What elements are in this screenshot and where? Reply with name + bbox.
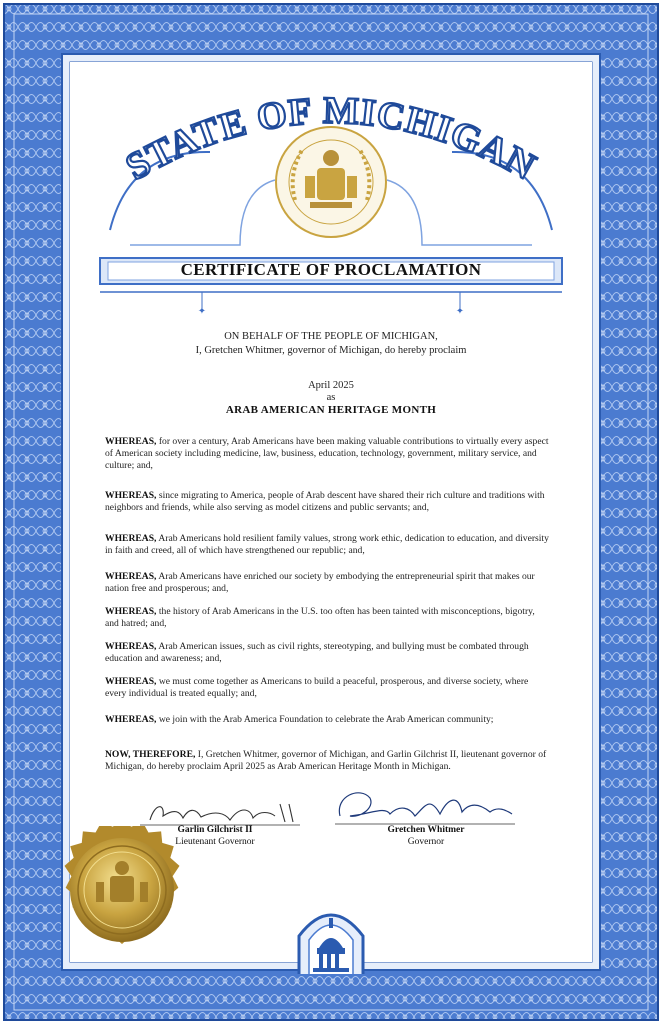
- clause-9: [105, 749, 550, 773]
- governor-signature: [330, 786, 520, 828]
- clause-lead: WHEREAS,: [105, 641, 157, 652]
- clause-5: [105, 606, 550, 630]
- state-title-arc: [110, 78, 552, 188]
- svg-text:✦: ✦: [455, 306, 465, 317]
- clause-text: we must come together as Americans to build a peaceful, prosperous, and diverse society, where every individual is treated equally; and,: [105, 676, 529, 700]
- proclamation-title: ARAB AMERICAN HERITAGE MONTH: [225, 404, 437, 416]
- clause-7: [105, 676, 550, 700]
- intro-line-1: ON BEHALF OF THE PEOPLE OF MICHIGAN,: [224, 331, 438, 342]
- clause-text: for over a century, Arab Americans have been making valuable contributions to virtually every aspect of American society including medicine, law, business, education, technology, government, military service, and culture; and,: [105, 436, 549, 472]
- clause-text: Arab American issues, such as civil rights, stereotyping, and bullying must be combated through education and awareness; and,: [105, 641, 529, 665]
- clause-4: [105, 571, 550, 595]
- clause-text: the history of Arab Americans in the U.S. too often has been tainted with misconceptions, bigotry, and hatred; and,: [105, 606, 535, 630]
- clause-lead: WHEREAS,: [105, 714, 157, 725]
- clause-text: I, Gretchen Whitmer, governor of Michigan, and Garlin Gilchrist II, lieutenant governor of Michigan, do hereby proclaim April 2025 as Arab American Heritage Month in Michigan.: [105, 749, 547, 773]
- state-title: STATE OF MICHIGAN: [118, 89, 543, 188]
- clause-lead: WHEREAS,: [105, 676, 157, 687]
- clause-lead: WHEREAS,: [105, 533, 157, 544]
- clause-lead: NOW, THEREFORE,: [105, 749, 196, 760]
- intro-line-2: I, Gretchen Whitmer, governor of Michigan, do hereby proclaim: [195, 345, 467, 356]
- capitol-dome-icon: [291, 904, 371, 974]
- clause-lead: WHEREAS,: [105, 436, 157, 447]
- clause-2: [105, 490, 550, 514]
- clause-3: [105, 533, 550, 557]
- gold-foil-seal-icon: [58, 826, 186, 954]
- clause-text: Arab Americans hold resilient family values, strong work ethic, dedication to education, and diversity in faith and creed, all of which have strengthened our republic; and,: [105, 533, 549, 557]
- intro-block: [100, 330, 562, 358]
- certificate-title: CERTIFICATE OF PROCLAMATION: [180, 260, 482, 279]
- svg-text:STATE OF MICHIGAN: [119, 90, 543, 188]
- governor-block: [346, 824, 506, 848]
- proclamation-as: as: [326, 392, 336, 403]
- clause-text: since migrating to America, people of Arab descent have shared their rich culture and traditions with neighbors and friends, while also serving as model citizens and public servants; and,: [105, 490, 545, 514]
- clause-6: [105, 641, 550, 665]
- clause-lead: WHEREAS,: [105, 606, 157, 617]
- clause-8: [105, 714, 550, 726]
- clause-lead: WHEREAS,: [105, 571, 157, 582]
- clause-text: we join with the Arab America Foundation to celebrate the Arab American community;: [156, 714, 494, 725]
- governor-name: Gretchen Whitmer: [387, 825, 465, 835]
- proclamation-date: April 2025: [308, 380, 354, 391]
- governor-title: Governor: [407, 837, 445, 847]
- clause-1: [105, 436, 550, 473]
- lt-governor-name: Garlin Gilchrist II: [177, 825, 253, 835]
- clause-lead: WHEREAS,: [105, 490, 157, 501]
- clause-text: Arab Americans have enriched our society by embodying the entrepreneurial spirit that makes our nation free and prosperous; and,: [105, 571, 535, 595]
- proclamation-date-block: [100, 380, 562, 404]
- svg-text:✦: ✦: [197, 306, 207, 317]
- lt-governor-title: Lieutenant Governor: [175, 837, 255, 847]
